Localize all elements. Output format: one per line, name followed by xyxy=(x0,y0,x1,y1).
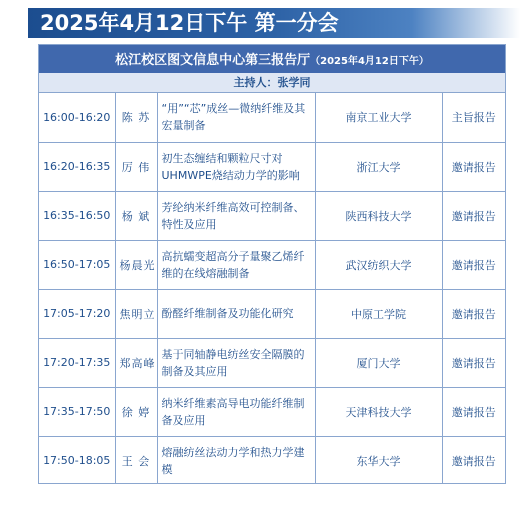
table-row xyxy=(39,142,505,191)
talk-title-cell: 酚醛纤维制备及功能化研究 xyxy=(157,289,315,338)
institution-cell: 天津科技大学 xyxy=(315,387,442,436)
session-title: 2025年4月12日下午 第一分会 xyxy=(40,11,339,35)
talk-type-cell: 邀请报告 xyxy=(442,240,505,289)
venue-header xyxy=(39,45,505,73)
talk-type-cell: 主旨报告 xyxy=(442,93,505,142)
table-row xyxy=(39,387,505,436)
institution-cell: 东华大学 xyxy=(315,436,442,484)
institution-cell: 武汉纺织大学 xyxy=(315,240,442,289)
speaker-cell: 厉 伟 xyxy=(115,142,157,191)
time-cell: 16:35-16:50 xyxy=(39,191,115,240)
speaker-cell: 郑高峰 xyxy=(115,338,157,387)
speaker-cell: 陈 苏 xyxy=(115,93,157,142)
time-cell: 16:50-17:05 xyxy=(39,240,115,289)
schedule-panel xyxy=(38,44,506,484)
time-cell: 17:35-17:50 xyxy=(39,387,115,436)
talk-title-cell: 初生态缠结和颗粒尺寸对UHMWPE烧结动力学的影响 xyxy=(157,142,315,191)
institution-cell: 浙江大学 xyxy=(315,142,442,191)
table-row xyxy=(39,338,505,387)
time-cell: 16:20-16:35 xyxy=(39,142,115,191)
venue-name: 松江校区图文信息中心第三报告厅 xyxy=(115,53,311,68)
schedule-table xyxy=(39,93,505,484)
session-banner xyxy=(28,8,520,38)
time-cell: 17:05-17:20 xyxy=(39,289,115,338)
time-cell: 16:00-16:20 xyxy=(39,93,115,142)
talk-title-cell: 芳纶纳米纤维高效可控制备、特性及应用 xyxy=(157,191,315,240)
time-cell: 17:20-17:35 xyxy=(39,338,115,387)
talk-type-cell: 邀请报告 xyxy=(442,191,505,240)
speaker-cell: 王 会 xyxy=(115,436,157,484)
table-row xyxy=(39,93,505,142)
talk-type-cell: 邀请报告 xyxy=(442,338,505,387)
talk-title-cell: 熔融纺丝法动力学和热力学建模 xyxy=(157,436,315,484)
speaker-cell: 杨晨光 xyxy=(115,240,157,289)
institution-cell: 厦门大学 xyxy=(315,338,442,387)
talk-title-cell: 高抗蠕变超高分子量聚乙烯纤维的在线熔融制备 xyxy=(157,240,315,289)
speaker-cell: 杨 斌 xyxy=(115,191,157,240)
table-row xyxy=(39,436,505,484)
time-cell: 17:50-18:05 xyxy=(39,436,115,484)
institution-cell: 中原工学院 xyxy=(315,289,442,338)
talk-type-cell: 邀请报告 xyxy=(442,387,505,436)
talk-type-cell: 邀请报告 xyxy=(442,142,505,191)
institution-cell: 陕西科技大学 xyxy=(315,191,442,240)
table-row xyxy=(39,191,505,240)
talk-type-cell: 邀请报告 xyxy=(442,436,505,484)
session-date: （2025年4月12日下午） xyxy=(310,56,429,67)
table-row xyxy=(39,289,505,338)
chair-row: 主持人：张学同 xyxy=(39,73,505,93)
talk-title-cell: 纳米纤维素高导电功能纤维制备及应用 xyxy=(157,387,315,436)
table-row xyxy=(39,240,505,289)
talk-title-cell: “用”“芯”成丝—微纳纤维及其宏量制备 xyxy=(157,93,315,142)
talk-type-cell: 邀请报告 xyxy=(442,289,505,338)
talk-title-cell: 基于同轴静电纺丝安全隔膜的制备及其应用 xyxy=(157,338,315,387)
institution-cell: 南京工业大学 xyxy=(315,93,442,142)
speaker-cell: 徐 婷 xyxy=(115,387,157,436)
speaker-cell: 焦明立 xyxy=(115,289,157,338)
